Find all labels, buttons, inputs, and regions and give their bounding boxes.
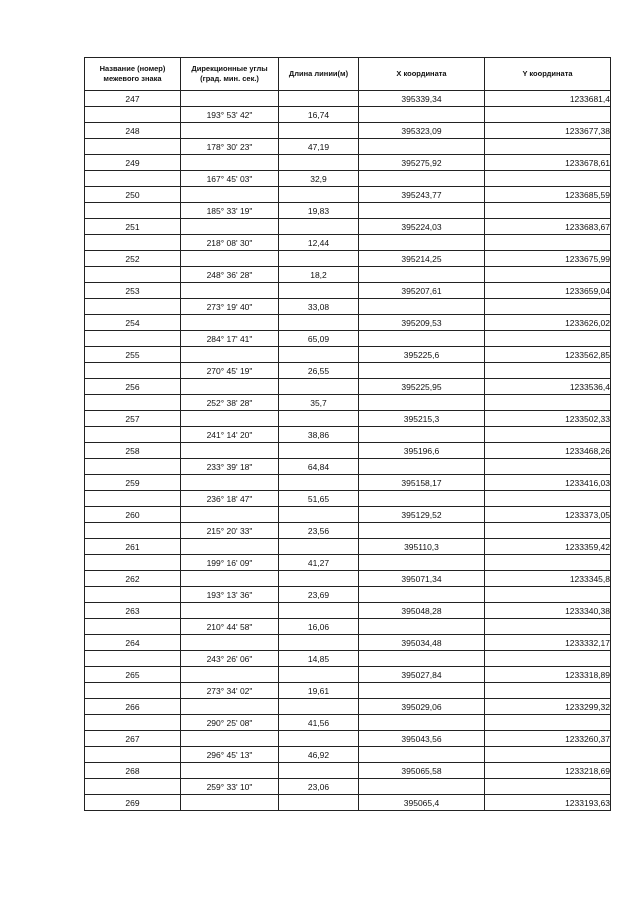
x-coordinate-cell: 395027,84 [359,667,485,683]
point-name-cell: 262 [85,571,181,587]
x-coordinate-cell: 395065,58 [359,763,485,779]
empty-cell [181,763,279,779]
x-coordinate-cell: 395110,3 [359,539,485,555]
empty-cell [359,651,485,667]
empty-cell [485,203,611,219]
point-name-cell: 251 [85,219,181,235]
empty-cell [279,315,359,331]
point-name-cell: 250 [85,187,181,203]
line-length-cell: 41,56 [279,715,359,731]
empty-cell [181,443,279,459]
empty-cell [279,155,359,171]
table-row-segment [85,747,611,763]
empty-cell [359,267,485,283]
empty-cell [485,427,611,443]
empty-cell [181,347,279,363]
point-name-cell: 248 [85,123,181,139]
point-name-cell: 268 [85,763,181,779]
empty-cell [359,555,485,571]
empty-cell [85,203,181,219]
table-header-row [85,58,611,91]
empty-cell [485,555,611,571]
empty-cell [359,459,485,475]
empty-cell [485,651,611,667]
direction-angle-cell: 210° 44' 58" [181,619,279,635]
point-name-cell: 258 [85,443,181,459]
empty-cell [181,539,279,555]
direction-angle-cell: 273° 19' 40" [181,299,279,315]
empty-cell [279,571,359,587]
empty-cell [85,523,181,539]
header-point-name-line1: Название (номер) [99,64,166,73]
empty-cell [181,571,279,587]
x-coordinate-cell: 395196,6 [359,443,485,459]
point-name-cell: 264 [85,635,181,651]
line-length-cell: 26,55 [279,363,359,379]
line-length-cell: 32,9 [279,171,359,187]
table-row-segment [85,331,611,347]
point-name-cell: 249 [85,155,181,171]
line-length-cell: 41,27 [279,555,359,571]
empty-cell [485,587,611,603]
empty-cell [181,667,279,683]
table-row-segment [85,107,611,123]
empty-cell [485,267,611,283]
empty-cell [85,299,181,315]
x-coordinate-cell: 395029,06 [359,699,485,715]
x-coordinate-cell: 395225,6 [359,347,485,363]
empty-cell [181,699,279,715]
y-coordinate-cell: 1233345,8 [485,571,611,587]
y-coordinate-cell: 1233299,32 [485,699,611,715]
empty-cell [359,779,485,795]
empty-cell [359,363,485,379]
x-coordinate-cell: 395214,25 [359,251,485,267]
empty-cell [279,251,359,267]
line-length-cell: 23,56 [279,523,359,539]
empty-cell [181,475,279,491]
point-name-cell: 260 [85,507,181,523]
empty-cell [485,523,611,539]
empty-cell [279,731,359,747]
empty-cell [85,171,181,187]
point-name-cell: 263 [85,603,181,619]
table-row-segment [85,619,611,635]
empty-cell [181,635,279,651]
empty-cell [359,107,485,123]
empty-cell [85,715,181,731]
header-x-coordinate: X координата [359,58,485,91]
table-row-segment [85,139,611,155]
x-coordinate-cell: 395224,03 [359,219,485,235]
line-length-cell: 14,85 [279,651,359,667]
empty-cell [181,795,279,811]
empty-cell [85,491,181,507]
empty-cell [181,155,279,171]
y-coordinate-cell: 1233685,59 [485,187,611,203]
point-name-cell: 266 [85,699,181,715]
point-name-cell: 255 [85,347,181,363]
empty-cell [85,747,181,763]
empty-cell [485,683,611,699]
empty-cell [85,779,181,795]
table-row-segment [85,459,611,475]
direction-angle-cell: 167° 45' 03" [181,171,279,187]
direction-angle-cell: 193° 53' 42" [181,107,279,123]
header-y-coordinate: Y координата [485,58,611,91]
empty-cell [279,411,359,427]
table-row-point [85,91,611,107]
point-name-cell: 247 [85,91,181,107]
table-row-point [85,507,611,523]
table-row-point [85,475,611,491]
empty-cell [359,683,485,699]
direction-angle-cell: 270° 45' 19" [181,363,279,379]
line-length-cell: 51,65 [279,491,359,507]
empty-cell [85,331,181,347]
line-length-cell: 16,06 [279,619,359,635]
empty-cell [359,747,485,763]
empty-cell [485,331,611,347]
header-direction-angle-line2: (град. мин. сек.) [200,74,259,83]
table-row-segment [85,363,611,379]
empty-cell [359,139,485,155]
line-length-cell: 65,09 [279,331,359,347]
point-name-cell: 269 [85,795,181,811]
y-coordinate-cell: 1233681,4 [485,91,611,107]
x-coordinate-cell: 395243,77 [359,187,485,203]
header-direction-angle-line1: Дирекционные углы [191,64,268,73]
table-row-point [85,699,611,715]
x-coordinate-cell: 395207,61 [359,283,485,299]
empty-cell [181,507,279,523]
table-row-segment [85,171,611,187]
table-row-point [85,251,611,267]
line-length-cell: 35,7 [279,395,359,411]
y-coordinate-cell: 1233678,61 [485,155,611,171]
empty-cell [279,763,359,779]
empty-cell [279,667,359,683]
empty-cell [85,459,181,475]
empty-cell [359,395,485,411]
direction-angle-cell: 273° 34' 02" [181,683,279,699]
empty-cell [279,379,359,395]
empty-cell [181,411,279,427]
line-length-cell: 23,69 [279,587,359,603]
empty-cell [359,331,485,347]
header-line-length: Длина линии(м) [279,58,359,91]
table-row-point [85,379,611,395]
empty-cell [279,123,359,139]
y-coordinate-cell: 1233502,33 [485,411,611,427]
table-row-point [85,315,611,331]
direction-angle-cell: 296° 45' 13" [181,747,279,763]
direction-angle-cell: 199° 16' 09" [181,555,279,571]
empty-cell [485,363,611,379]
empty-cell [485,619,611,635]
empty-cell [359,715,485,731]
empty-cell [85,395,181,411]
table-row-segment [85,523,611,539]
table-row-point [85,411,611,427]
empty-cell [485,235,611,251]
point-name-cell: 252 [85,251,181,267]
table-row-segment [85,587,611,603]
direction-angle-cell: 233° 39' 18" [181,459,279,475]
point-name-cell: 261 [85,539,181,555]
empty-cell [485,491,611,507]
point-name-cell: 256 [85,379,181,395]
table-row-point [85,795,611,811]
line-length-cell: 18,2 [279,267,359,283]
empty-cell [485,107,611,123]
empty-cell [279,603,359,619]
line-length-cell: 12,44 [279,235,359,251]
y-coordinate-cell: 1233675,99 [485,251,611,267]
y-coordinate-cell: 1233193,63 [485,795,611,811]
empty-cell [279,443,359,459]
empty-cell [485,715,611,731]
empty-cell [181,603,279,619]
table-row-segment [85,299,611,315]
y-coordinate-cell: 1233359,42 [485,539,611,555]
empty-cell [485,395,611,411]
y-coordinate-cell: 1233677,38 [485,123,611,139]
direction-angle-cell: 243° 26' 06" [181,651,279,667]
empty-cell [85,235,181,251]
header-point-name-line2: межевого знака [103,74,162,83]
empty-cell [85,363,181,379]
table-row-point [85,347,611,363]
table-row-point [85,219,611,235]
x-coordinate-cell: 395225,95 [359,379,485,395]
x-coordinate-cell: 395215,3 [359,411,485,427]
empty-cell [359,171,485,187]
table-row-point [85,443,611,459]
x-coordinate-cell: 395043,56 [359,731,485,747]
empty-cell [485,139,611,155]
direction-angle-cell: 259° 33' 10" [181,779,279,795]
direction-angle-cell: 215° 20' 33" [181,523,279,539]
empty-cell [85,619,181,635]
y-coordinate-cell: 1233626,02 [485,315,611,331]
empty-cell [85,107,181,123]
empty-cell [279,699,359,715]
point-name-cell: 265 [85,667,181,683]
x-coordinate-cell: 395065,4 [359,795,485,811]
point-name-cell: 267 [85,731,181,747]
empty-cell [181,379,279,395]
empty-cell [359,523,485,539]
x-coordinate-cell: 395339,34 [359,91,485,107]
y-coordinate-cell: 1233683,67 [485,219,611,235]
empty-cell [279,539,359,555]
y-coordinate-cell: 1233218,69 [485,763,611,779]
y-coordinate-cell: 1233373,05 [485,507,611,523]
direction-angle-cell: 284° 17' 41" [181,331,279,347]
x-coordinate-cell: 395275,92 [359,155,485,171]
empty-cell [485,299,611,315]
table-row-segment [85,203,611,219]
table-row-segment [85,555,611,571]
table-row-segment [85,651,611,667]
empty-cell [279,507,359,523]
empty-cell [279,347,359,363]
empty-cell [359,491,485,507]
table-row-segment [85,427,611,443]
table-row-point [85,763,611,779]
y-coordinate-cell: 1233562,85 [485,347,611,363]
empty-cell [359,235,485,251]
coordinates-table [84,57,611,811]
empty-cell [359,427,485,443]
table-row-point [85,155,611,171]
line-length-cell: 47,19 [279,139,359,155]
x-coordinate-cell: 395158,17 [359,475,485,491]
table-row-point [85,667,611,683]
y-coordinate-cell: 1233340,38 [485,603,611,619]
line-length-cell: 38,86 [279,427,359,443]
empty-cell [181,731,279,747]
empty-cell [181,123,279,139]
table-row-point [85,539,611,555]
direction-angle-cell: 252° 38' 28" [181,395,279,411]
table-row-point [85,283,611,299]
header-point-name [85,58,181,91]
table-row-point [85,123,611,139]
empty-cell [485,171,611,187]
y-coordinate-cell: 1233332,17 [485,635,611,651]
line-length-cell: 16,74 [279,107,359,123]
x-coordinate-cell: 395048,28 [359,603,485,619]
empty-cell [485,459,611,475]
table-row-point [85,731,611,747]
empty-cell [85,683,181,699]
direction-angle-cell: 290° 25' 08" [181,715,279,731]
x-coordinate-cell: 395071,34 [359,571,485,587]
empty-cell [279,795,359,811]
empty-cell [279,219,359,235]
table-row-segment [85,395,611,411]
y-coordinate-cell: 1233468,26 [485,443,611,459]
x-coordinate-cell: 395034,48 [359,635,485,651]
x-coordinate-cell: 395323,09 [359,123,485,139]
table-row-segment [85,491,611,507]
empty-cell [181,187,279,203]
line-length-cell: 23,06 [279,779,359,795]
empty-cell [85,555,181,571]
direction-angle-cell: 178° 30' 23" [181,139,279,155]
empty-cell [279,91,359,107]
empty-cell [485,747,611,763]
empty-cell [279,283,359,299]
empty-cell [85,427,181,443]
table-row-point [85,603,611,619]
table-row-segment [85,715,611,731]
point-name-cell: 257 [85,411,181,427]
y-coordinate-cell: 1233260,37 [485,731,611,747]
table-body [85,91,611,811]
direction-angle-cell: 193° 13' 36" [181,587,279,603]
y-coordinate-cell: 1233659,04 [485,283,611,299]
empty-cell [181,91,279,107]
empty-cell [85,139,181,155]
empty-cell [279,635,359,651]
empty-cell [181,283,279,299]
line-length-cell: 33,08 [279,299,359,315]
line-length-cell: 64,84 [279,459,359,475]
empty-cell [85,587,181,603]
empty-cell [181,219,279,235]
table-row-point [85,571,611,587]
line-length-cell: 46,92 [279,747,359,763]
line-length-cell: 19,61 [279,683,359,699]
empty-cell [359,619,485,635]
y-coordinate-cell: 1233318,89 [485,667,611,683]
empty-cell [279,475,359,491]
empty-cell [359,299,485,315]
x-coordinate-cell: 395129,52 [359,507,485,523]
table-row-segment [85,235,611,251]
empty-cell [359,587,485,603]
empty-cell [85,651,181,667]
direction-angle-cell: 236° 18' 47" [181,491,279,507]
direction-angle-cell: 218° 08' 30" [181,235,279,251]
point-name-cell: 253 [85,283,181,299]
table-row-segment [85,779,611,795]
point-name-cell: 254 [85,315,181,331]
direction-angle-cell: 248° 36' 28" [181,267,279,283]
table-row-point [85,187,611,203]
empty-cell [85,267,181,283]
empty-cell [181,315,279,331]
x-coordinate-cell: 395209,53 [359,315,485,331]
point-name-cell: 259 [85,475,181,491]
y-coordinate-cell: 1233416,03 [485,475,611,491]
empty-cell [485,779,611,795]
line-length-cell: 19,83 [279,203,359,219]
direction-angle-cell: 185° 33' 19" [181,203,279,219]
y-coordinate-cell: 1233536,4 [485,379,611,395]
empty-cell [181,251,279,267]
header-direction-angle [181,58,279,91]
table-row-segment [85,683,611,699]
empty-cell [279,187,359,203]
empty-cell [359,203,485,219]
direction-angle-cell: 241° 14' 20" [181,427,279,443]
table-row-point [85,635,611,651]
table-row-segment [85,267,611,283]
